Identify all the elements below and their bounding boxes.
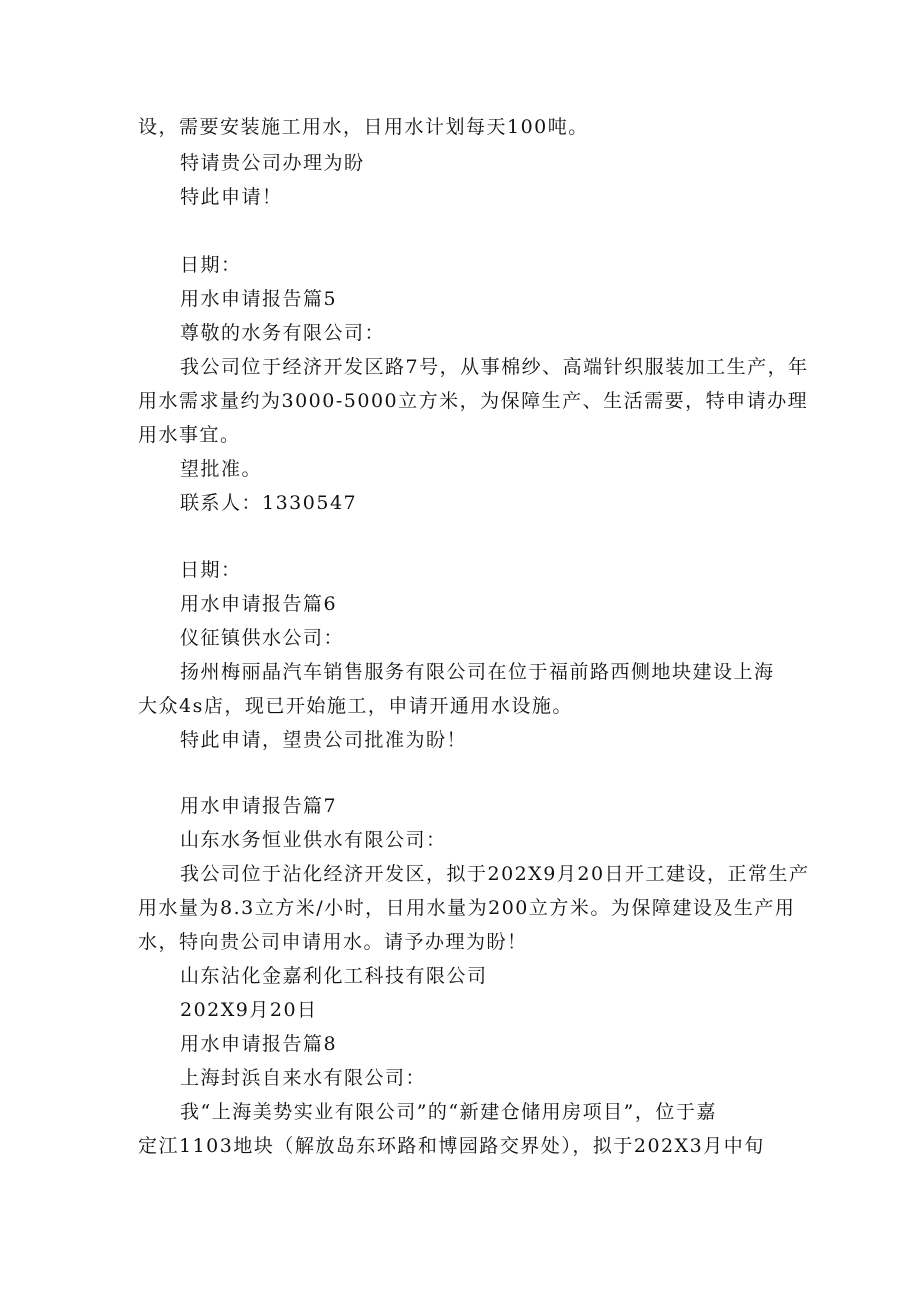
date-label: 日期： <box>180 254 242 276</box>
body-line: 用水量为8.3立方米/小时，日用水量为200立方米。为保障建设及生产用 <box>138 897 796 919</box>
body-line: 定江1103地块（解放岛东环路和博园路交界处），拟于202X3月中旬 <box>138 1135 765 1157</box>
section-heading: 用水申请报告篇8 <box>180 1033 338 1055</box>
closing-line: 特此申请！ <box>180 186 283 208</box>
body-line: 用水需求量约为3000-5000立方米，为保障生产、生活需要，特申请办理 <box>138 390 809 412</box>
closing-line: 特此申请，望贵公司批准为盼！ <box>180 729 468 751</box>
section-heading: 用水申请报告篇7 <box>180 795 338 817</box>
body-line: 水，特向贵公司申请用水。请予办理为盼！ <box>138 931 528 953</box>
body-line: 我“上海美势实业有限公司”的“新建仓储用房项目”，位于嘉 <box>180 1101 717 1123</box>
salutation: 上海封浜自来水有限公司： <box>180 1067 427 1089</box>
contact-line: 联系人：1330547 <box>180 492 358 514</box>
body-line: 特请贵公司办理为盼 <box>180 152 365 174</box>
salutation: 仪征镇供水公司： <box>180 627 345 649</box>
salutation: 山东水务恒业供水有限公司： <box>180 829 447 851</box>
body-line: 望批准。 <box>180 458 263 480</box>
section-heading: 用水申请报告篇5 <box>180 288 338 310</box>
body-line: 大众4s店，现已开始施工，申请开通用水设施。 <box>138 695 573 717</box>
body-line: 扬州梅丽晶汽车销售服务有限公司在位于福前路西侧地块建设上海 <box>180 661 775 683</box>
body-line: 用水事宜。 <box>138 424 241 446</box>
signature-company: 山东沾化金嘉利化工科技有限公司 <box>180 965 488 987</box>
body-line: 设，需要安装施工用水，日用水计划每天100吨。 <box>138 116 589 138</box>
body-line: 我公司位于经济开发区路7号，从事棉纱、高端针织服装加工生产，年 <box>180 356 809 378</box>
body-line: 我公司位于沾化经济开发区，拟于202X9月20日开工建设，正常生产 <box>180 863 810 885</box>
signature-date: 202X9月20日 <box>180 999 318 1021</box>
section-heading: 用水申请报告篇6 <box>180 593 338 615</box>
date-label: 日期： <box>180 559 242 581</box>
salutation: 尊敬的水务有限公司： <box>180 322 386 344</box>
